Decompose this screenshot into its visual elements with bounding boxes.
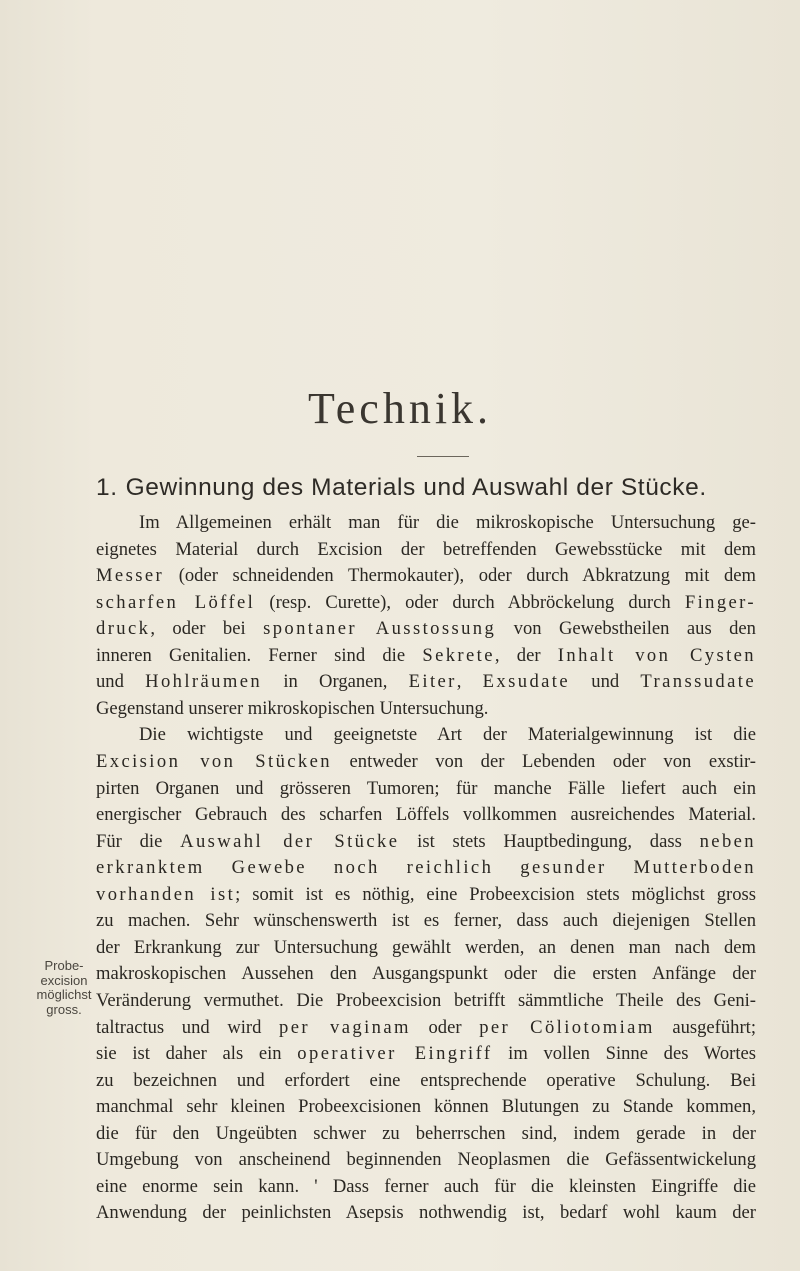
spaced-emphasis-text: Finger- bbox=[684, 591, 756, 613]
text-segment: oder bbox=[410, 1016, 480, 1038]
spaced-emphasis-text: druck bbox=[96, 618, 151, 640]
text-line bbox=[96, 563, 756, 589]
margin-note-line: excision bbox=[40, 972, 88, 988]
spaced-emphasis-text: neben bbox=[699, 830, 756, 852]
text-line bbox=[96, 1174, 756, 1200]
text-line bbox=[96, 829, 756, 855]
text-line bbox=[96, 749, 756, 775]
spaced-emphasis-text: Excision von Stücken bbox=[96, 751, 332, 772]
text-segment: und bbox=[96, 671, 146, 693]
spaced-emphasis-text: Exsudate bbox=[482, 671, 571, 693]
spaced-emphasis-text: Messer bbox=[96, 565, 165, 587]
text-segment: manchmal sehr kleinen Probeexcisionen können Blutungen zu Stande kommen, bbox=[96, 1096, 756, 1118]
text-segment: , oder bei bbox=[150, 618, 264, 640]
section-heading-text: Gewinnung des Materials und Auswahl der Stücke. bbox=[125, 474, 707, 501]
spaced-emphasis-text: Transsudate bbox=[640, 671, 757, 693]
text-line bbox=[96, 1015, 756, 1041]
spaced-emphasis-text: per vaginam bbox=[279, 1016, 411, 1038]
spaced-emphasis-text: vorhanden ist bbox=[96, 883, 236, 905]
text-segment: die für den Ungeübten schwer zu beherrschen sind, indem gerade in der bbox=[96, 1122, 756, 1144]
text-segment: eine enorme sein kann. ' Dass ferner auch für die kleinsten Eingriffe die bbox=[96, 1175, 756, 1197]
text-segment: makroskopischen Aussehen den Ausgangspunkt oder die ersten Anfänge der bbox=[96, 963, 756, 985]
text-line bbox=[96, 882, 756, 908]
chapter-title: Technik. bbox=[307, 384, 493, 433]
text-segment: Veränderung vermuthet. Die Probeexcision betrifft sämmtliche Theile des Geni- bbox=[96, 989, 756, 1011]
text-segment: , bbox=[456, 671, 483, 693]
text-segment: (resp. Curette), oder durch Abbröckelung durch bbox=[255, 591, 685, 613]
text-line bbox=[96, 988, 756, 1014]
text-line bbox=[139, 510, 756, 536]
text-segment: ausgeführt; bbox=[654, 1016, 756, 1038]
text-line bbox=[96, 1068, 756, 1094]
text-segment: von Gewebstheilen aus den bbox=[496, 618, 756, 640]
text-line bbox=[96, 1094, 756, 1120]
margin-note bbox=[34, 959, 94, 1017]
text-line bbox=[96, 1200, 756, 1226]
text-segment: in Organen, bbox=[262, 671, 409, 693]
text-line bbox=[96, 643, 756, 669]
text-segment: entweder von der Lebenden oder von exstir- bbox=[331, 751, 756, 772]
text-line bbox=[139, 722, 756, 748]
margin-note-line: möglichst bbox=[36, 987, 92, 1002]
text-line bbox=[96, 935, 756, 961]
text-segment: und bbox=[570, 671, 641, 693]
spaced-emphasis-text: spontaner Ausstossung bbox=[263, 618, 497, 640]
text-segment: zu bezeichnen und erfordert eine entsprechende operative Schulung. Bei bbox=[96, 1069, 756, 1091]
text-line bbox=[96, 537, 756, 563]
spaced-emphasis-text: operativer Eingriff bbox=[297, 1043, 493, 1064]
title-divider bbox=[417, 456, 469, 457]
text-line bbox=[96, 802, 756, 828]
text-segment: ist stets Hauptbedingung, dass bbox=[399, 830, 700, 852]
margin-note-line: Probe- bbox=[44, 958, 84, 973]
text-segment: sie ist daher als ein bbox=[96, 1043, 298, 1064]
text-segment: eignetes Material durch Excision der betreffenden Gewebsstücke mit dem bbox=[96, 538, 756, 560]
text-segment: Für die bbox=[96, 830, 181, 852]
text-segment: Im Allgemeinen erhält man für die mikroskopische Untersuchung ge- bbox=[139, 512, 756, 533]
text-line bbox=[96, 590, 756, 616]
text-segment: energischer Gebrauch des scharfen Löffels vollkommen ausreichendes Material. bbox=[96, 804, 756, 825]
text-line bbox=[96, 908, 756, 934]
section-number: 1. bbox=[96, 474, 118, 501]
text-segment: der Erkrankung zur Untersuchung gewählt werden, an denen man nach dem bbox=[96, 936, 756, 958]
text-segment: Umgebung von anscheinend beginnenden Neoplasmen die Gefässentwickelung bbox=[96, 1149, 756, 1171]
text-segment: inneren Genitalien. Ferner sind die bbox=[96, 644, 423, 666]
text-line bbox=[96, 855, 756, 881]
text-segment: Die wichtigste und geeignetste Art der Materialgewinnung ist die bbox=[139, 724, 756, 746]
text-segment: taltractus und wird bbox=[96, 1016, 280, 1038]
text-segment: im vollen Sinne des Wortes bbox=[492, 1043, 756, 1064]
text-line bbox=[96, 616, 756, 642]
text-segment: , der bbox=[494, 644, 558, 666]
spaced-emphasis-text: scharfen Löffel bbox=[96, 591, 256, 613]
text-line bbox=[96, 961, 756, 987]
spaced-emphasis-text: Auswahl der Stücke bbox=[180, 830, 400, 852]
text-segment: zu machen. Sehr wünschenswerth ist es ferner, dass auch diejenigen Stellen bbox=[96, 910, 756, 932]
spaced-emphasis-text: Eiter bbox=[408, 671, 457, 693]
spaced-emphasis-text: per Cöliotomiam bbox=[479, 1016, 655, 1038]
spaced-emphasis-text: Sekrete bbox=[422, 644, 495, 666]
text-line bbox=[96, 696, 756, 722]
text-segment: Gegenstand unserer mikroskopischen Untersuchung. bbox=[96, 697, 489, 719]
spaced-emphasis-text: Inhalt von Cysten bbox=[557, 644, 757, 666]
text-line bbox=[96, 1041, 756, 1067]
text-line bbox=[96, 1121, 756, 1147]
spaced-emphasis-text: Hohlräumen bbox=[145, 671, 263, 693]
text-line bbox=[96, 669, 756, 695]
section-heading bbox=[96, 474, 756, 502]
spaced-emphasis-text: erkranktem Gewebe noch reichlich gesunder Mutterboden bbox=[96, 857, 756, 879]
text-segment: (oder schneidenden Thermokauter), oder durch Abkratzung mit dem bbox=[164, 565, 756, 587]
text-line bbox=[96, 776, 756, 802]
text-segment: ; somit ist es nöthig, eine Probeexcision stets möglichst gross bbox=[235, 883, 756, 905]
text-segment: Anwendung der peinlichsten Asepsis nothwendig ist, bedarf wohl kaum der bbox=[96, 1202, 756, 1224]
text-segment: pirten Organen und grösseren Tumoren; für manche Fälle liefert auch ein bbox=[96, 777, 756, 799]
text-line bbox=[96, 1147, 756, 1173]
margin-note-line: gross. bbox=[46, 1001, 82, 1017]
